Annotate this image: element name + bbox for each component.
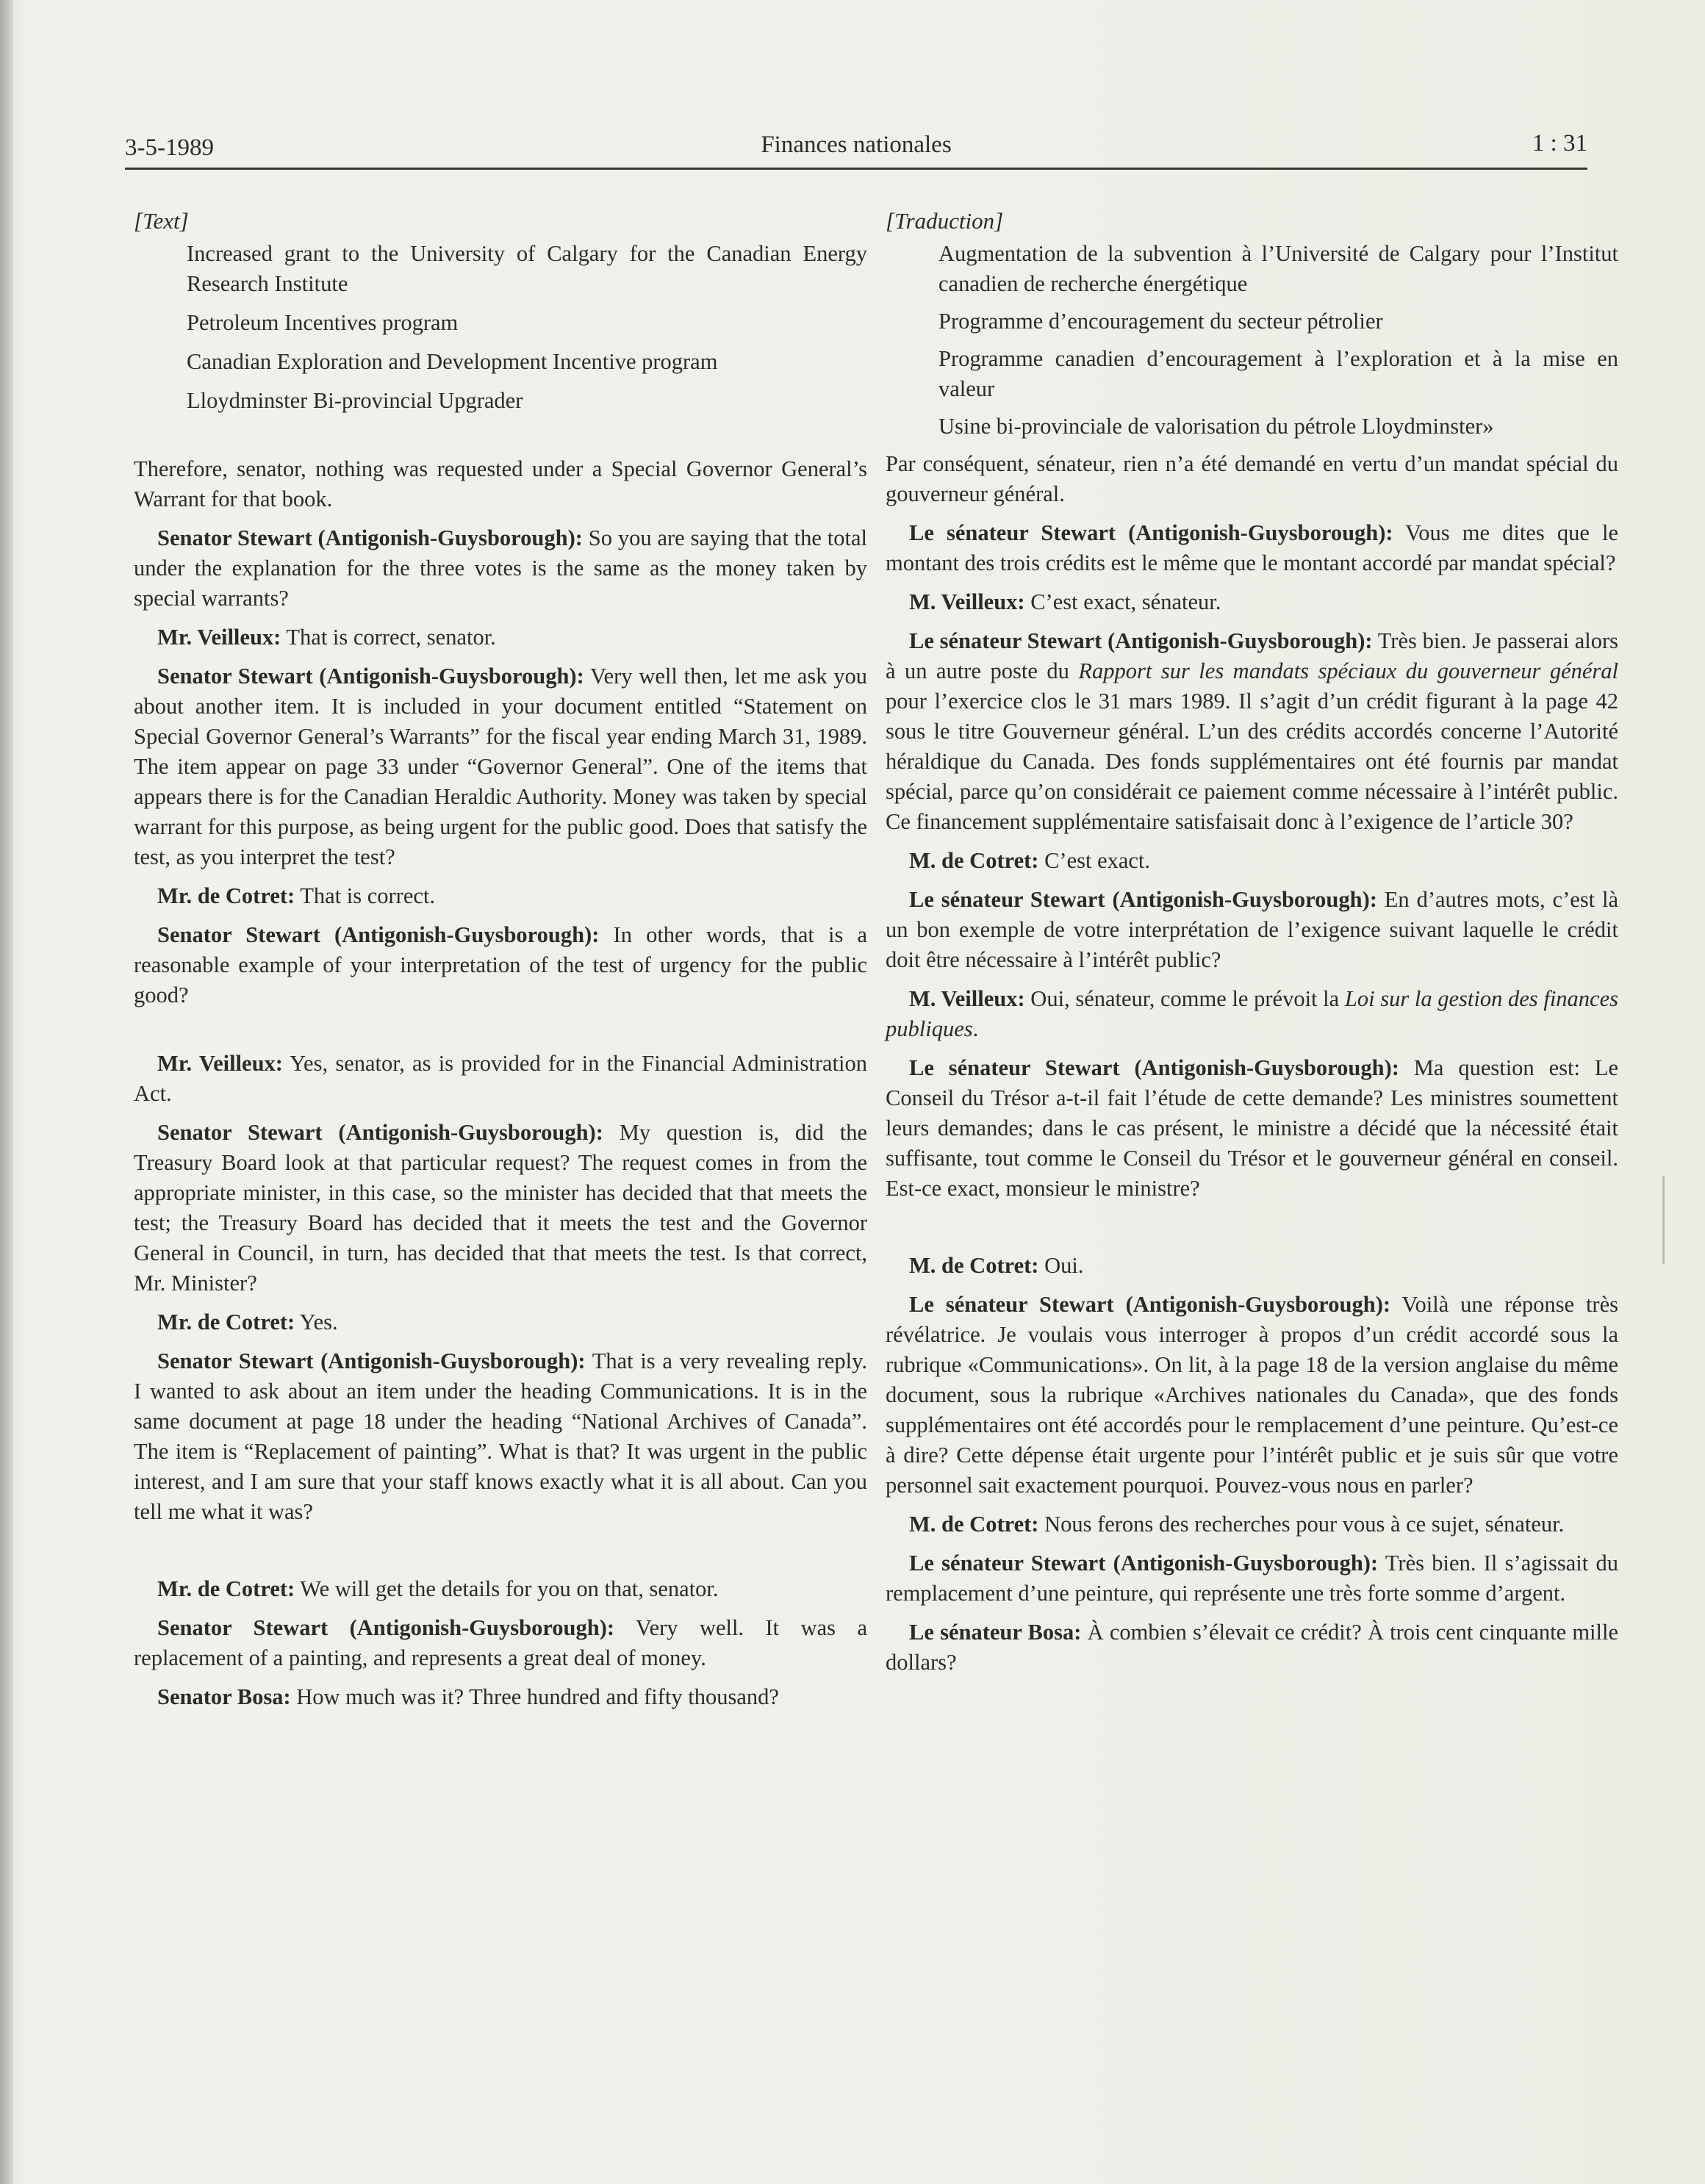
speech	[134, 661, 867, 872]
speech-text: How much was it? Three hundred and fifty thousand?	[290, 1684, 779, 1709]
speech	[134, 1682, 867, 1712]
speech	[134, 1307, 867, 1337]
page-edge-mark	[1662, 1176, 1665, 1264]
speech-text: My question is, did the Treasury Board look at that particular request? The request comes in from the appropriate minister, in this case, so the minister has decided that that meets the test; the Treasury Board has decided that it meets the test and the Governor General in Council, in turn, has decided that that meets the test. Is that correct, Mr. Minister?	[134, 1120, 867, 1296]
speech	[134, 1118, 867, 1298]
speaker-name: Mr. Veilleux:	[157, 1051, 283, 1076]
speech-text: Très bien. Je passerai alors à un autre poste du	[886, 628, 1619, 683]
speech	[886, 846, 1618, 876]
speech-text: Très bien. Il s’agissait du remplacement d’une peinture, qui représente une très forte somme d’argent.	[886, 1551, 1618, 1606]
list-item: Increased grant to the University of Calgary for the Canadian Energy Research Institute	[187, 241, 867, 296]
spacer	[134, 1536, 867, 1574]
french-column	[886, 193, 1618, 1687]
speech-text: Oui.	[1038, 1253, 1084, 1278]
speaker-name: Mr. de Cotret:	[157, 883, 295, 908]
speech	[134, 1049, 867, 1109]
intro-paragraph: Therefore, senator, nothing was requested under a Special Governor General’s Warrant for that book.	[134, 456, 867, 511]
speech	[886, 1053, 1618, 1204]
speech-text: That is correct.	[295, 883, 436, 908]
speaker-name: Le sénateur Stewart (Antigonish-Guysborough):	[909, 1551, 1379, 1576]
report-title: Rapport sur les mandats spéciaux du gouverneur général	[1078, 658, 1619, 683]
speech	[134, 881, 867, 911]
speech	[886, 1617, 1618, 1678]
list-item: Canadian Exploration and Development Incentive program	[187, 349, 718, 374]
list-item: Lloydminster Bi-provincial Upgrader	[187, 388, 523, 413]
speech	[886, 587, 1618, 617]
speaker-name: Senator Stewart (Antigonish-Guysborough):	[157, 1615, 615, 1640]
speech	[886, 885, 1618, 975]
spacer	[134, 1019, 867, 1049]
speaker-name: Le sénateur Stewart (Antigonish-Guysborough):	[909, 520, 1393, 545]
speaker-name: Le sénateur Bosa:	[909, 1620, 1082, 1645]
speech	[886, 1251, 1618, 1281]
speaker-name: Le sénateur Stewart (Antigonish-Guysborough):	[909, 1055, 1399, 1080]
speech-text: À combien s’élevait ce crédit? À trois cent cinquante mille dollars?	[886, 1620, 1618, 1675]
speaker-name: M. de Cotret:	[909, 848, 1039, 873]
traduction-marker: [Traduction]	[886, 208, 1004, 234]
speaker-name: Senator Stewart (Antigonish-Guysborough):	[157, 1348, 586, 1373]
list-item: Programme d’encouragement du secteur pétrolier	[938, 309, 1383, 334]
speech	[134, 920, 867, 1010]
speaker-name: Mr. de Cotret:	[157, 1576, 295, 1601]
speaker-name: M. de Cotret:	[909, 1512, 1039, 1537]
speaker-name: Senator Stewart (Antigonish-Guysborough):	[157, 922, 600, 947]
speaker-name: M. de Cotret:	[909, 1253, 1039, 1278]
list-item: Augmentation de la subvention à l’Université de Calgary pour l’Institut canadien de recherche énergétique	[938, 241, 1618, 296]
speech	[134, 523, 867, 614]
header-date: 3-5-1989	[125, 134, 214, 161]
list-item: Usine bi-provinciale de valorisation du pétrole Lloydminster»	[938, 414, 1494, 439]
speech-text: So you are saying that the total under the explanation for the three votes is the same as the money taken by special warrants?	[134, 525, 868, 611]
speaker-name: Senator Stewart (Antigonish-Guysborough):	[157, 525, 583, 550]
speech-text: .	[972, 1016, 979, 1041]
speech	[134, 1346, 867, 1527]
speech	[886, 1548, 1618, 1609]
speaker-name: Senator Bosa:	[157, 1684, 291, 1709]
speaker-name: Le sénateur Stewart (Antigonish-Guysborough):	[909, 1292, 1391, 1317]
speech-text: Oui, sénateur, comme le prévoit la	[1024, 986, 1345, 1011]
speaker-name: Senator Stewart (Antigonish-Guysborough):	[157, 664, 584, 689]
speech-text: C’est exact, sénateur.	[1024, 589, 1221, 614]
speech	[886, 1509, 1618, 1540]
speech-text: En d’autres mots, c’est là un bon exemple de votre interprétation de l’exigence suivant laquelle le crédit doit être nécessaire à l’intérêt public?	[886, 887, 1619, 972]
intro-paragraph: Par conséquent, sénateur, rien n’a été demandé en vertu d’un mandat spécial du gouverneur général.	[886, 451, 1618, 506]
english-column	[134, 193, 867, 1721]
speaker-name: Le sénateur Stewart (Antigonish-Guysborough):	[909, 887, 1377, 912]
speech-text: Very well then, let me ask you about another item. It is included in your document entitled “Statement on Special Governor General’s Warrants” for the fiscal year ending March 31, 1989. The item appear on page 33 under “Governor General”. One of the items that appears there is for the Canadian Heraldic Authority. Money was taken by special warrant for this purpose, as being urgent for the public good. Does that satisfy the test, as you interpret the test?	[134, 664, 867, 869]
spacer	[134, 425, 867, 454]
speech	[886, 1290, 1618, 1501]
speech-text: C’est exact.	[1038, 848, 1151, 873]
list-item: Petroleum Incentives program	[187, 310, 459, 335]
act-title: Loi sur la gestion des finances publiques	[886, 986, 1618, 1041]
speech-text: Voilà une réponse très révélatrice. Je voulais vous interroger à propos d’un crédit accordé sous la rubrique «Communications». On lit, à la page 18 de la version anglaise du même document, sous la rubrique «Archives nationales du Canada», que des fonds supplémentaires ont été accordés pour le remplacement d’une peinture. Qu’est-ce à dire? Cette dépense était urgente pour l’intérêt public et je suis sûr que votre personnel sait exactement pourquoi. Pouvez-vous nous en parler?	[886, 1292, 1618, 1498]
text-marker: [Text]	[134, 208, 189, 234]
list-item: Programme canadien d’encouragement à l’exploration et à la mise en valeur	[938, 346, 1618, 401]
speech-text: Ma question est: Le Conseil du Trésor a-t-il fait l’étude de cette demande? Les ministres soumettent leurs demandes; dans le cas présent, le ministre a décidé que la nécessité était suffisante, tout comme le Conseil du Trésor et le gouverneur général en conseil. Est-ce exact, monsieur le ministre?	[886, 1055, 1618, 1201]
speaker-name: M. Veilleux:	[909, 589, 1025, 614]
speaker-name: M. Veilleux:	[909, 986, 1025, 1011]
page-header	[125, 123, 1587, 170]
speech-text: Yes.	[295, 1310, 338, 1335]
header-title: Finances nationales	[761, 132, 952, 158]
speech-text: Yes, senator, as is provided for in the Financial Administration Act.	[134, 1051, 867, 1106]
speech	[134, 1613, 867, 1673]
header-page-number: 1 : 31	[1532, 130, 1587, 157]
speaker-name: Senator Stewart (Antigonish-Guysborough):	[157, 1120, 603, 1145]
spacer	[886, 1213, 1618, 1251]
speech	[886, 518, 1618, 578]
speech-text: That is a very revealing reply. I wanted to ask about an item under the heading Communications. It is in the same document at page 18 under the heading “National Archives of Canada”. The item is “Replacement of painting”. What is that? It was urgent in the public interest, and I am sure that your staff knows exactly what it is all about. Can you tell me what it was?	[134, 1348, 867, 1524]
speech	[886, 626, 1618, 837]
speech-text: Vous me dites que le montant des trois crédits est le même que le montant accordé par mandat spécial?	[886, 520, 1619, 575]
speaker-name: Mr. Veilleux:	[157, 625, 281, 650]
speaker-name: Mr. de Cotret:	[157, 1310, 295, 1335]
speech-text: We will get the details for you on that, senator.	[295, 1576, 719, 1601]
speech-text: Nous ferons des recherches pour vous à ce sujet, sénateur.	[1038, 1512, 1565, 1537]
binding-shadow	[0, 0, 13, 2184]
speaker-name: Le sénateur Stewart (Antigonish-Guysborough):	[909, 628, 1373, 653]
speech	[886, 984, 1618, 1044]
speech-text: In other words, that is a reasonable example of your interpretation of the test of urgency for the public good?	[134, 922, 867, 1007]
speech-text: That is correct, senator.	[281, 625, 496, 650]
speech-text: Very well. It was a replacement of a painting, and represents a great deal of money.	[134, 1615, 867, 1670]
speech-text: pour l’exercice clos le 31 mars 1989. Il s’agit d’un crédit figurant à la page 42 sous le titre Gouverneur général. L’un des crédits accordés concerne l’Autorité héraldique du Canada. Des fonds supplémentaires ont été fournis par mandat spécial, parce qu’on considérait ce paiement comme nécessaire à l’intérêt public. Ce financement supplémentaire satisfaisait donc à l’exigence de l’article 30?	[886, 689, 1618, 834]
speech	[134, 1574, 867, 1604]
speech	[134, 622, 867, 653]
